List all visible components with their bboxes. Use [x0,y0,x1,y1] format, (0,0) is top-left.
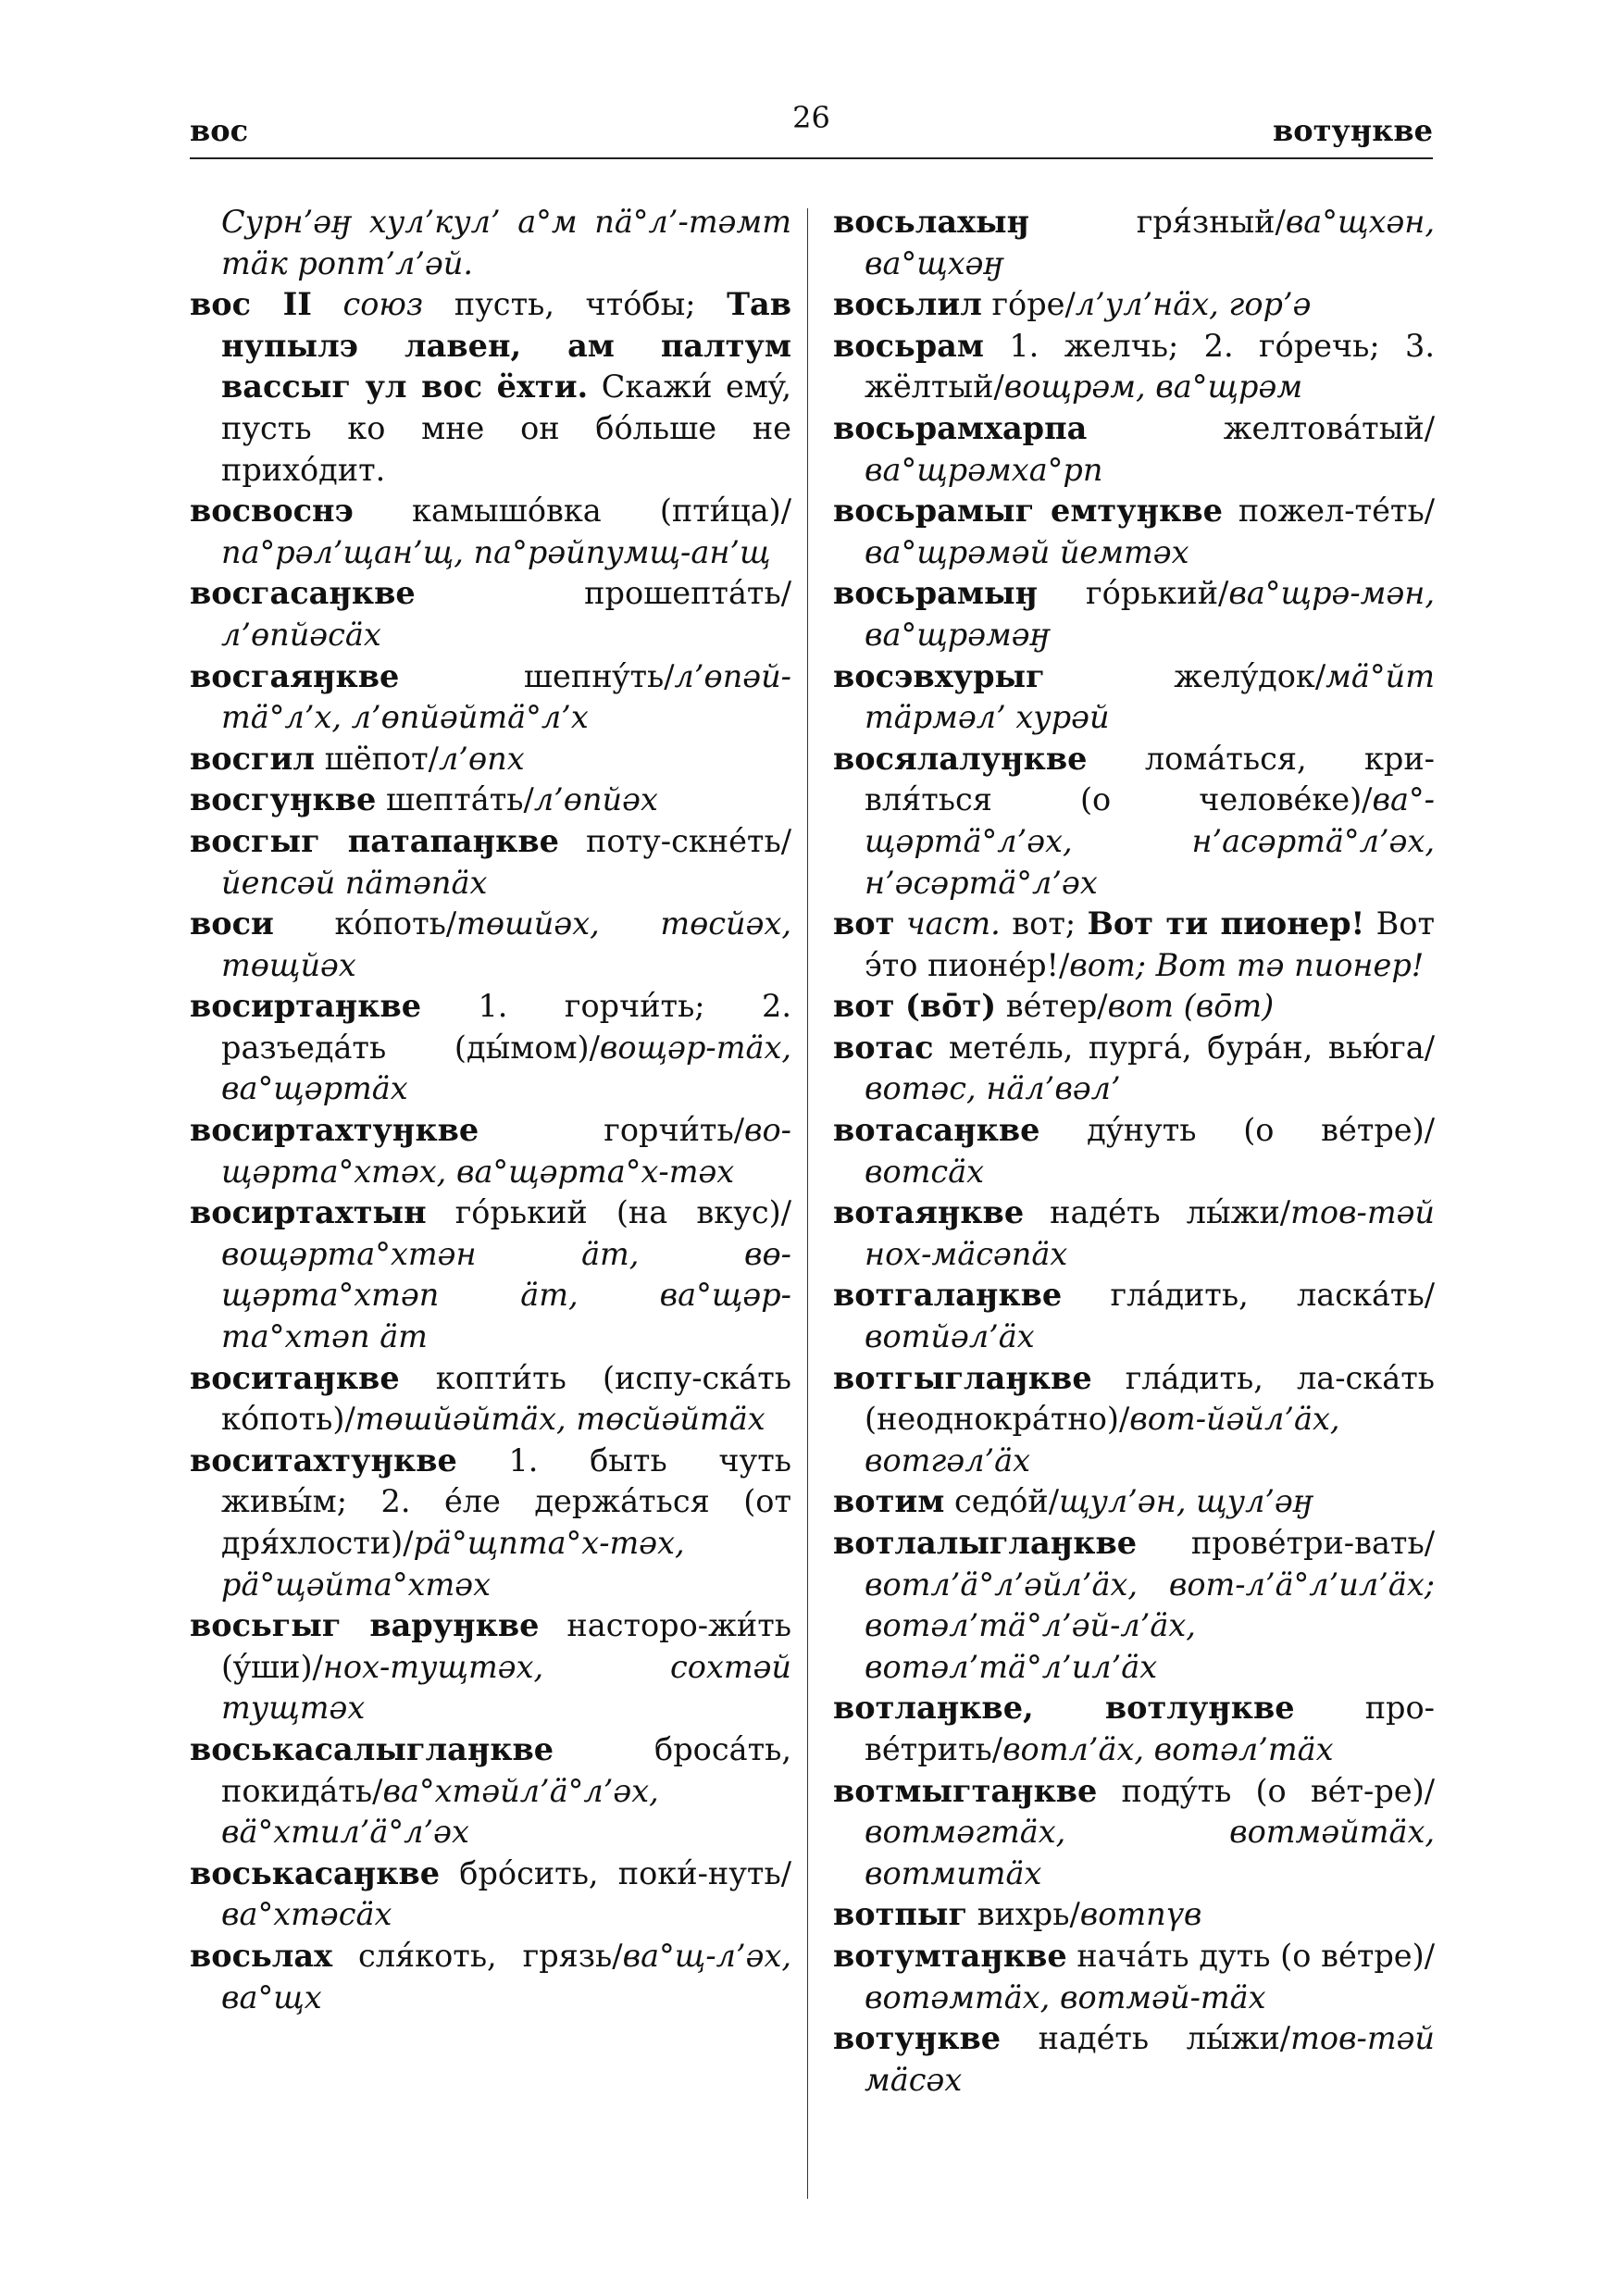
entry-gloss: копти́ть (испу-скáть кóпоть) [221,1359,791,1438]
entry-translation: ва°щ-л’әх, ва°щх [221,1937,791,2015]
entry-translation: вощрәм, ва°щрәм [1003,368,1303,406]
entry-separator: / [344,1401,355,1438]
entry-separator: / [1362,781,1373,818]
dictionary-column-left [190,202,791,2018]
entry-separator: / [589,1029,600,1066]
entry-gloss: надéть лы́жи [1001,2020,1280,2057]
entry-headword: вос II [190,286,312,323]
entry-gloss: брóсить, поки́-нуть [440,1854,781,1891]
page-header [190,100,1433,165]
entry-gloss: гóре [981,286,1065,323]
entry-translation: ва°хтәйл’ä°л’әх, вä°хтил’ä°л’әх [221,1772,659,1851]
entry-translation: ва°щрәмәй йемтәх [865,533,1189,570]
entry-headword: восьрамыг емтуӈкве [833,493,1223,530]
entry-separator: / [1314,657,1326,694]
dictionary-entry [833,739,1435,904]
dictionary-entry [833,904,1435,986]
entry-separator: / [991,1730,1003,1767]
entry-gloss: пусть, чтóбы; [423,286,728,323]
entry-headword: вот [833,905,895,942]
entry-translation: л’өпйәх [533,781,658,818]
entry-headword: вотмыгтаӈкве [833,1772,1098,1809]
entry-translation: вот; Вот тә пионер! [1069,946,1425,983]
entry-headword: восэвхурыг [833,657,1045,694]
dictionary-entry [833,284,1435,326]
entry-gloss: гря́зный [1029,204,1276,240]
entry-translation: ва°-щәртä°л’әх, н’асәртä°л’әх, н’әсәртä°л’әх [865,781,1435,901]
dictionary-entry [190,1110,791,1192]
entry-headword: воськасаӈкве [190,1854,441,1891]
dictionary-entry [190,739,791,780]
entry-headword: вотим [833,1483,945,1520]
entry-separator: / [733,1112,744,1149]
dictionary-entry [190,1358,791,1441]
entry-gloss: ломáться, кри-вля́ться (о человéке) [865,740,1435,818]
entry-translation: төшйәйтäх, төсйәйтäх [355,1401,765,1438]
entry-separator: / [403,1525,414,1561]
entry-headword: восиртаӈкве [190,988,422,1025]
entry-gloss: начáть дуть (о вéтре) [1066,1937,1425,1974]
entry-headword: восьрам [833,327,984,364]
entry-separator: / [1048,1483,1059,1520]
dictionary-entry [833,1523,1435,1688]
entry-separator: / [1424,1525,1435,1561]
dictionary-entry [833,1936,1435,2018]
entry-separator: / [1059,946,1070,983]
dictionary-entry [833,1028,1435,1110]
entry-headword: восялалуӈкве [833,740,1088,777]
entry-gloss: кóпоть [273,905,446,942]
entry-headword: восгуӈкве [190,781,377,818]
entry-gloss: Скажи́ емý, пусть ко мне он бóльше не прихóдит. [221,368,792,488]
entry-gloss: бросáть, покидáть [221,1730,791,1809]
entry-example: Тав нупылэ лавен, ам палтум вассыг ул вос ёхти. [221,286,791,406]
dictionary-entry [833,1688,1435,1770]
entry-headword: восгасаӈкве [190,575,416,612]
dictionary-entry [190,904,791,986]
entry-separator: / [780,822,791,859]
entry-headword: вотгалаӈкве [833,1277,1063,1314]
dictionary-entry [190,821,791,904]
entry-headword: воськасалыглаӈкве [190,1730,554,1767]
dictionary-entry [190,1441,791,1605]
dictionary-entry [833,408,1435,491]
entry-gloss: подýть (о вéт-ре) [1097,1772,1425,1809]
entry-gloss: поту-скнéть [558,822,781,859]
entry-translation: вот (вōт) [1107,988,1275,1025]
entry-separator: / [1424,1029,1435,1066]
entry-translation: вотәмтäх, вотмәй-тäх [865,1978,1266,2015]
dictionary-entry [833,202,1435,284]
entry-gloss: желýдок [1044,657,1315,694]
entry-headword: воситаӈкве [190,1359,400,1396]
dictionary-entry [190,1605,791,1729]
entry-gloss: гóрький (на вкус) [426,1194,781,1231]
dictionary-entry [833,1192,1435,1275]
dictionary-entry [190,1192,791,1357]
entry-separator: / [1424,493,1435,530]
dictionary-entry [833,1275,1435,1357]
entry-gloss: горчи́ть [479,1112,734,1149]
entry-translation: вотсäх [865,1153,985,1190]
entry-translation: тов-тәй мäсәх [865,2020,1435,2098]
entry-separator: / [1097,988,1108,1025]
entry-separator: / [1064,286,1076,323]
entry-separator: / [780,575,791,612]
entry-separator: / [1424,409,1435,446]
entry-gloss: сля́коть, грязь [332,1937,613,1974]
dictionary-entry [833,1110,1435,1192]
entry-headword: воситахтуӈкве [190,1441,457,1479]
entry-headword: вотпыг [833,1896,968,1933]
dictionary-entry [190,1936,791,2018]
entry-translation: л’өпйәсäх [221,616,381,653]
entry-headword: восгил [190,740,316,777]
entry-separator: / [1424,1937,1435,1974]
entry-gloss: провéтри-вать [1137,1525,1425,1561]
entry-separator: / [1275,204,1286,240]
dictionary-entry [190,573,791,655]
entry-headword: вотасаӈкве [833,1112,1040,1149]
entry-translation: вотл’äх, вотәл’тäх [1002,1730,1334,1767]
dictionary-entry [833,1481,1435,1523]
entry-translation: вотйәл’äх [865,1318,1035,1355]
entry-separator: / [1424,1277,1435,1314]
dictionary-entry [190,986,791,1110]
dictionary-entry [833,573,1435,655]
entry-gloss: шёпот [315,740,429,777]
entry-translation: вощәр-тäх, ва°щәртäх [221,1029,791,1107]
entry-translation: па°рәл’щан’щ, па°рәйпумщ-ан’щ [221,533,771,570]
entry-headword: восиртахтын [190,1194,427,1231]
entry-headword: восвоснэ [190,493,354,530]
entry-translation: ва°щрәмха°рп [865,451,1103,488]
entry-headword: вотаяӈкве [833,1194,1025,1231]
dictionary-entry [190,1729,791,1853]
entry-gloss: прошептáть [415,575,781,612]
dictionary-entry [833,326,1435,408]
page-number: 26 [792,100,830,135]
entry-gloss: глáдить, ласкáть [1062,1277,1425,1314]
entry-gloss: шепнýть [399,657,665,694]
dictionary-entry [833,986,1435,1028]
entry-headword: восьлил [833,286,982,323]
entry-gloss: 1. желчь; 2. гóречь; 3. жёлтый [865,327,1435,406]
dictionary-entry [190,202,791,284]
dictionary-entry [190,491,791,573]
entry-translation: вотл’ä°л’әйл’äх, вот-л’ä°л’ил’äх; вотәл’тä°л’әй-л’äх, вотәл’тä°л’ил’äх [865,1566,1435,1685]
entry-headword: восьрамхарпа [833,409,1088,446]
entry-gloss: седóй [944,1483,1049,1520]
entry-gloss: глáдить, ла-скáть (неоднокрáтно) [865,1359,1435,1438]
dictionary-entry [190,656,791,739]
entry-translation: нох-тущтәх, сохтәй тущтәх [221,1648,791,1727]
entry-translation: мä°йт тäрмәл’ хурәй [865,657,1435,736]
entry-translation: л’ул’нäх, гор’ә [1075,286,1312,323]
running-head-last-word: вотуӈкве [1272,113,1433,148]
entry-separator: / [1118,1401,1130,1438]
entry-headword: вотумтаӈкве [833,1937,1067,1974]
entry-translation: вотпүв [1079,1896,1202,1933]
dictionary-column-right [833,202,1435,2101]
entry-grammar-label: част. [894,905,1001,942]
entry-gloss: вéтер [996,988,1098,1025]
entry-grammar-label: союз [311,286,424,323]
entry-separator: / [780,1854,791,1891]
entry-separator: / [612,1937,623,1974]
entry-gloss: вот; [1000,905,1088,942]
entry-separator: / [664,657,675,694]
entry-separator: / [445,905,457,942]
entry-translation: во-щәрта°хтәх, ва°щәрта°х-тәх [221,1112,791,1190]
entry-gloss: Вот э́то пионéр! [865,905,1435,983]
running-head-first-word: вос [190,113,249,148]
entry-separator: / [1424,1772,1435,1809]
entry-headword: вотлалыглаӈкве [833,1525,1138,1561]
entry-headword: воси [190,905,274,942]
entry-gloss: 1. горчи́ть; 2. разъедáть (ды́мом) [221,988,791,1066]
entry-separator: / [1218,575,1229,612]
entry-headword: восьгыг варуӈкве [190,1607,540,1644]
entry-translation: вот-йәйл’äх, вотгәл’äх [865,1401,1340,1479]
entry-translation: Сурн’әӈ хул’кул’ а°м пä°л’-тәмт тäк ропт’л’әй. [221,204,791,281]
entry-separator: / [372,1772,383,1809]
entry-separator: / [428,740,439,777]
entry-translation: тов-тәй нох-мäсәпäх [865,1194,1435,1272]
entry-gloss: надéть лы́жи [1024,1194,1280,1231]
entry-gloss: метéль, пургá, бурáн, вью́га [933,1029,1425,1066]
entry-translation: л’өпх [438,740,525,777]
entry-separator: / [993,368,1004,406]
entry-gloss: насторо-жи́ть (ýши) [221,1607,792,1685]
entry-translation: йепсәй пäтәпäх [221,864,488,901]
entry-translation: рä°щпта°х-тәх, рä°щәйта°хтәх [221,1525,685,1603]
entry-gloss: про-вéтрить [865,1690,1435,1767]
entry-gloss: желтовáтый [1087,409,1425,446]
entry-translation: төшйәх, төсйәх, төщйәх [221,905,791,983]
entry-gloss: камышóвка (пти́ца) [353,493,781,530]
dictionary-entry [190,284,791,491]
entry-headword: восьлах [190,1937,333,1974]
entry-example: Вот ти пионер! [1087,905,1365,942]
entry-headword: восиртахтуӈкве [190,1112,479,1149]
entry-headword: восгаяӈкве [190,657,400,694]
entry-headword: вотгыглаӈкве [833,1359,1092,1396]
entry-gloss: шептáть [376,781,524,818]
entry-headword: вот (вōт) [833,988,997,1025]
entry-headword: вотуӈкве [833,2020,1002,2057]
entry-translation: ва°щхән, ва°щхәӈ [865,204,1435,281]
entry-translation: л’өпәй-тä°л’х, л’өпйәйтä°л’х [221,657,791,736]
header-rule [190,157,1433,159]
column-divider [807,208,808,2199]
entry-translation: щул’ән, щул’әӈ [1058,1483,1314,1520]
entry-separator: / [1279,2020,1291,2057]
entry-headword: восгыг патапаӈкве [190,822,559,859]
entry-separator: / [1424,1112,1435,1149]
dictionary-entry [833,1894,1435,1936]
entry-separator: / [780,493,791,530]
dictionary-entry [833,2018,1435,2101]
entry-translation: вотәс, нäл’вәл’ [865,1070,1121,1107]
entry-headword: вотлаӈкве, вотлуӈкве [833,1690,1295,1727]
entry-headword: восьрамыӈ [833,575,1039,612]
entry-translation: вотмәгтäх, вотмәйтäх, вотмитäх [865,1814,1435,1891]
dictionary-entry [833,656,1435,739]
dictionary-entry [833,1358,1435,1482]
entry-gloss: 1. быть чуть живы́м; 2. éле держáться (от дря́хлости) [221,1441,791,1561]
entry-headword: восьлахыӈ [833,204,1030,240]
entry-translation: ва°хтәсäх [221,1896,392,1933]
entry-translation: вощәрта°хтән äт, вө-щәрта°хтәп äт, ва°щәр-та°хтәп äт [221,1235,791,1355]
entry-separator: / [312,1648,323,1685]
dictionary-entry [190,1853,791,1936]
entry-gloss: дýнуть (о вéтре) [1039,1112,1425,1149]
entry-separator: / [780,1194,791,1231]
dictionary-entry [833,491,1435,573]
dictionary-entry [190,780,791,821]
entry-gloss: пожел-тéть [1222,493,1425,530]
entry-separator: / [1279,1194,1291,1231]
entry-gloss: гóрький [1038,575,1219,612]
entry-separator: / [523,781,534,818]
dictionary-entry [833,1771,1435,1895]
entry-separator: / [1069,1896,1080,1933]
entry-gloss: вихрь [967,1896,1070,1933]
entry-translation: ва°щрә-мән, ва°щрәмәӈ [865,575,1435,653]
entry-headword: вотас [833,1029,934,1066]
